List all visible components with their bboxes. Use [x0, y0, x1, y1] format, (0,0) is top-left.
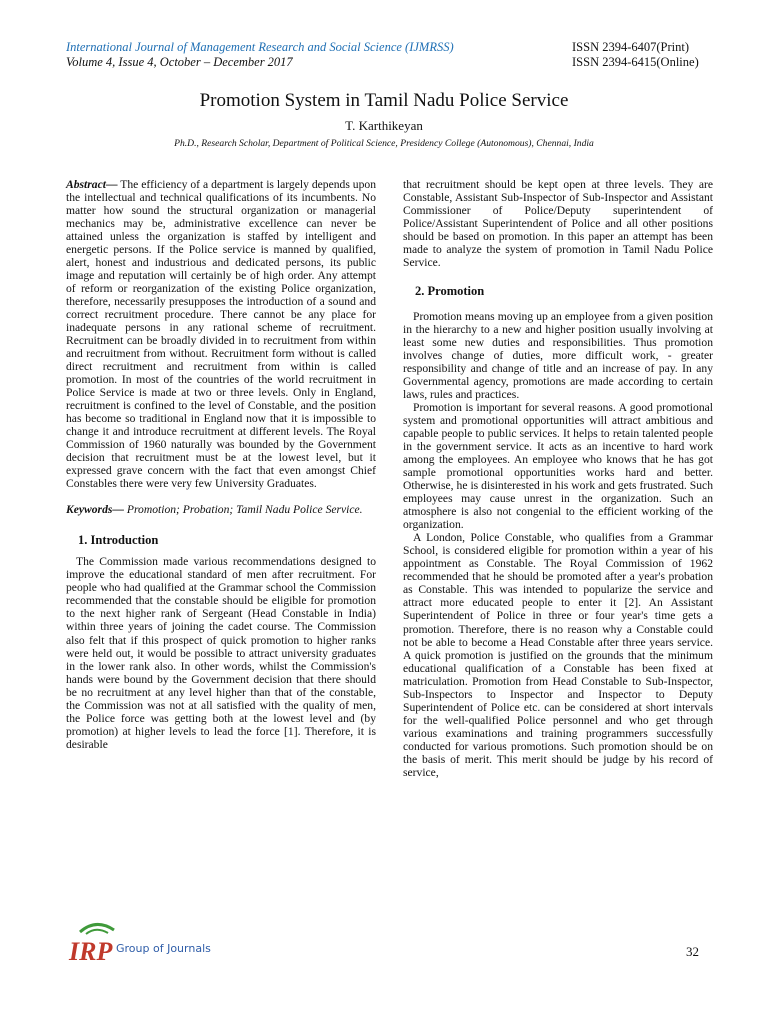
issn-print: ISSN 2394-6407(Print): [572, 40, 690, 54]
promotion-paragraph-3: A London, Police Constable, who qualifies from a Grammar School, is considered eligible for promotion within a year of his appointment as Constable. The Royal Commission of 1962 recommended that he should be promoted after a year's probation as Constable. This was intended to popularize the service and attract more educated people to enter it [2]. An Assistant Superintendent of Police in three or four year's time gets a promotion. Therefore, there is no reason why a Constable could not be able to become a Head Constable after three years service. A quick promotion is justified on the grounds that the minimum educational qualification of a Constable has been fixed at matriculation. Promotion from Head Constable to Sub-Inspector, Sub-Inspectors to Inspector and Inspector to Deputy Superintendent of Police etc. can be considered at short intervals for the well-qualified Police personnel and who get through various examinations and training programmers successfully conducted for various promotions. Such promotion should be on the basis of merit. This merit should be judge by his record of service,: [403, 531, 713, 779]
page-number: 32: [686, 944, 699, 959]
logo-letters: IRP: [69, 937, 113, 964]
right-column: [403, 178, 713, 779]
journal-volume: Volume 4, Issue 4, October – December 2017: [66, 55, 293, 69]
section-heading-promotion: 2. Promotion: [415, 284, 485, 299]
logo-text: Group of Journals: [116, 942, 211, 955]
paper-title: Promotion System in Tamil Nadu Police Service: [199, 90, 569, 111]
author-affiliation: Ph.D., Research Scholar, Department of Political Science, Presidency College (Autonomous), Chennai, India: [174, 138, 594, 149]
introduction-paragraph-continued: that recruitment should be kept open at three levels. They are Constable, Assistant Sub-Inspector of Sub-Inspector and Assistant Commissioner of Police/Deputy superintendent of Police/Assistant Superintendent of Police and all other positions should be based on promotion. In this paper an attempt has been made to analyze the system of promotion in Tamil Nadu Police Service.: [403, 178, 713, 270]
journal-header: [66, 40, 454, 70]
section-heading-introduction: 1. Introduction: [78, 533, 159, 548]
issn-block: [572, 40, 699, 70]
left-column: [66, 178, 376, 751]
introduction-paragraph: The Commission made various recommendations designed to improve the educational standard of men after recruitment. For people who had qualified at the Grammar school the Commission recommended that the constable should be eligible for promotion to the next higher rank of Sergeant (Head Constable in India) within three years of joining the cadet course. The Commission also felt that if this prospect of quick promotion to higher ranks were held out, it would be possible to attract university graduates in the lower rank also. In other words, whilst the Commission's hands were bound by the Government decision that there should be no recruitment at any level higher than that of the constable, the Commission was not at all satisfied with the quality of men, the Police force was getting both at the lowest level and (by promotion) at higher levels to lead the force [1]. Therefore, it is desirable: [66, 555, 376, 751]
abstract: [66, 178, 376, 490]
journal-title: International Journal of Management Research and Social Science (IJMRSS): [66, 40, 454, 54]
abstract-label: Abstract—: [66, 178, 118, 191]
keywords-label: Keywords—: [66, 503, 124, 517]
paper-author: T. Karthikeyan: [345, 118, 423, 133]
issn-online: ISSN 2394-6415(Online): [572, 55, 699, 69]
irp-logo-icon: [66, 916, 126, 964]
abstract-text: The efficiency of a department is largely depends upon the intellectual and technical qualifications of its incumbents. No matter how sound the structural organization or managerial mechanics may be, administrative excellence can never be attained unless the organization is staffed by intelligent and energetic persons. If the Police service is manned by qualified, alert, honest and industrious and dedicated persons, its public image and reputation will certainly be of high order. Any attempt of reform or reorganization of the existing Police organization, therefore, necessarily presupposes the introduction of a sound and correct recruitment procedure. There cannot be any place for inadequate persons in any rational scheme of recruitment. Recruitment can be broadly divided in to recruitment from within and recruitment from without. Recruitment form without is called direct recruitment and recruitment from within is called promotion. In most of the countries of the world recruitment in Police Service is made at two or three levels. Only in England, recruitment is confined to the level of Constable, and the position has become so traditional in England now that it is impossible to change it and introduce recruitment at different levels. The Royal Commission of 1960 naturally was bounded by the Government decision that recruitment must be at the lowest level, but it expressed grave concern with the fact that even amongst Chief Constables there were very few University Graduates.: [66, 178, 376, 491]
publisher-logo: [66, 916, 216, 964]
keywords-text: Promotion; Probation; Tamil Nadu Police Service.: [123, 503, 363, 517]
promotion-paragraph-2: Promotion is important for several reasons. A good promotional system and promotional opportunities will attract ambitious and capable people to public services. It helps to retain talented people in the government service. It acts as an incentive to hard work among the employees. An employee who knows that he has got sample promotional opportunities works hard and better. Otherwise, he is disinterested in his work and gets frustrated. Such employees may cause unrest in the organization. Such an atmosphere is also not congenial to the efficient working of the organization.: [403, 401, 713, 532]
keywords: [66, 503, 376, 516]
promotion-paragraph-1: Promotion means moving up an employee from a given position in the hierarchy to a new and higher position usually involving at least some new duties and responsibilities. Thus promotion involves change of duties, more difficult work, - greater responsibility and change of title and an increase of pay. In any Governmental agency, promotions are made according to certain laws, rules and practices.: [403, 310, 713, 402]
